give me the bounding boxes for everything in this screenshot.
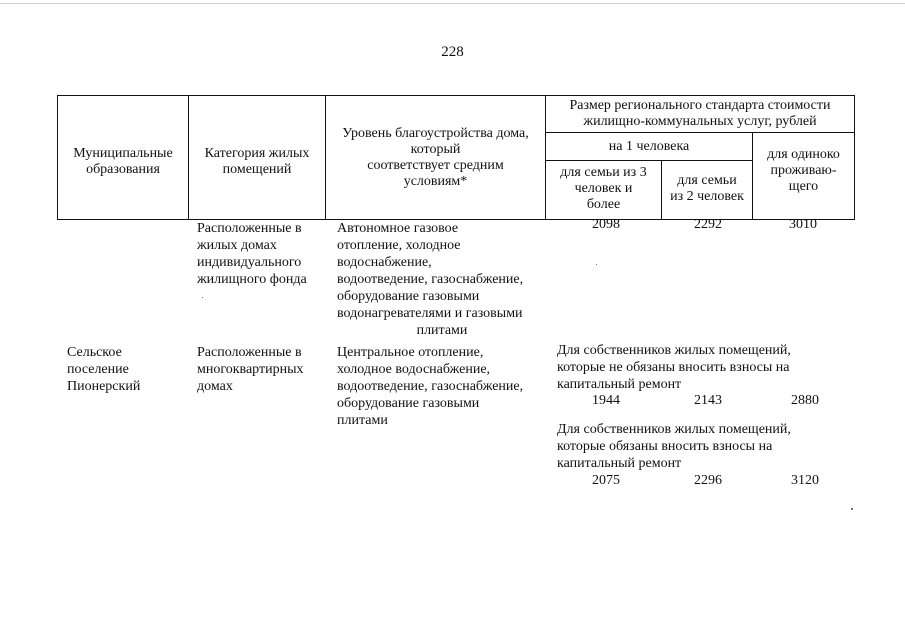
header-table (57, 95, 855, 220)
row1-single-value: 3010 (789, 217, 817, 232)
row2-group1-note-line: которые не обязаны вносить взносы на (557, 360, 790, 375)
header-family3-line3: более (586, 197, 621, 212)
scan-speck (202, 297, 203, 298)
municipality-name-line2: поселение (67, 362, 129, 377)
header-level-line1: Уровень благоустройства дома, (342, 126, 529, 141)
row2-group1-note-line: Для собственников жилых помещений, (557, 343, 791, 358)
row2-group2-note-line: Для собственников жилых помещений, (557, 422, 791, 437)
row1-level-line: отопление, холодное (337, 238, 461, 253)
header-standard-line2: жилищно-коммунальных услуг, рублей (583, 114, 817, 129)
row2-level-line: Центральное отопление, (337, 345, 484, 360)
row1-category-line: Расположенные в (197, 221, 302, 236)
row1-level-line: Автономное газовое (337, 221, 459, 236)
row2-group1-family3-value: 1944 (592, 393, 620, 408)
header-per-person: на 1 человека (608, 139, 690, 154)
row2-group1-single-value: 2880 (791, 393, 819, 408)
row1-level-line: плитами (416, 323, 468, 338)
page-number: 228 (441, 44, 464, 60)
row1-level-line: оборудование газовыми (337, 289, 480, 304)
row2-level-line: холодное водоснабжение, (337, 362, 491, 377)
header-level-line3: соответствует средним (367, 158, 504, 173)
row-separator (545, 160, 752, 161)
municipality-name-line3: Пионерский (67, 379, 141, 394)
header-single-line2: проживаю- (770, 163, 837, 178)
row-separator (545, 132, 855, 133)
row2-level-line: оборудование газовыми (337, 396, 480, 411)
header-level-line2: который (410, 142, 461, 157)
row1-level-line: водоотведение, газоснабжение, (337, 272, 524, 287)
header-standard-line1: Размер регионального стандарта стоимости (569, 98, 831, 113)
row2-group2-note-line: которые обязаны вносить взносы на (557, 439, 773, 454)
row1-family3-value: 2098 (592, 217, 620, 232)
header-municipal: Муниципальные образования (73, 146, 173, 177)
row2-group1-family2-value: 2143 (694, 393, 722, 408)
row2-category-line: Расположенные в (197, 345, 302, 360)
row2-level-line: водоотведение, газоснабжение, (337, 379, 524, 394)
header-family3-line2: человек и (574, 181, 633, 196)
table-bottom-border (57, 219, 855, 220)
header-family2-line1: для семьи (677, 173, 737, 188)
row2-group2-single-value: 3120 (791, 473, 819, 488)
row2-category-line: многоквартирных (197, 362, 304, 377)
row2-category-line: домах (197, 379, 233, 394)
header-level-line4: условиям* (403, 174, 468, 189)
row2-group2-note-line: капитальный ремонт (557, 456, 682, 471)
scan-speck (596, 264, 597, 265)
table-right-border (854, 95, 855, 220)
row2-level-line: плитами (337, 413, 388, 428)
row1-level-line: водонагревателями и газовыми (337, 306, 523, 321)
row1-family2-value: 2292 (694, 217, 722, 232)
scan-speck (851, 508, 853, 510)
header-family3-line1: для семьи из 3 (560, 165, 647, 180)
header-single-line1: для одиноко (767, 147, 840, 162)
header-single-line3: щего (788, 179, 819, 194)
row1-category-line: жилых домах (197, 238, 277, 253)
table-top-border (57, 95, 855, 96)
row2-group2-family2-value: 2296 (694, 473, 722, 488)
row1-category-line: индивидуального (197, 255, 302, 270)
header-family2-line2: из 2 человек (670, 189, 744, 204)
municipality-name-line1: Сельское (67, 345, 122, 360)
row1-level-line: водоснабжение, (337, 255, 432, 270)
header-category: Категория жилых помещений (204, 146, 310, 177)
row2-group2-family3-value: 2075 (592, 473, 620, 488)
page-top-edge (0, 3, 905, 4)
row1-category-line: жилищного фонда (197, 272, 307, 287)
row2-group1-note-line: капитальный ремонт (557, 377, 682, 392)
